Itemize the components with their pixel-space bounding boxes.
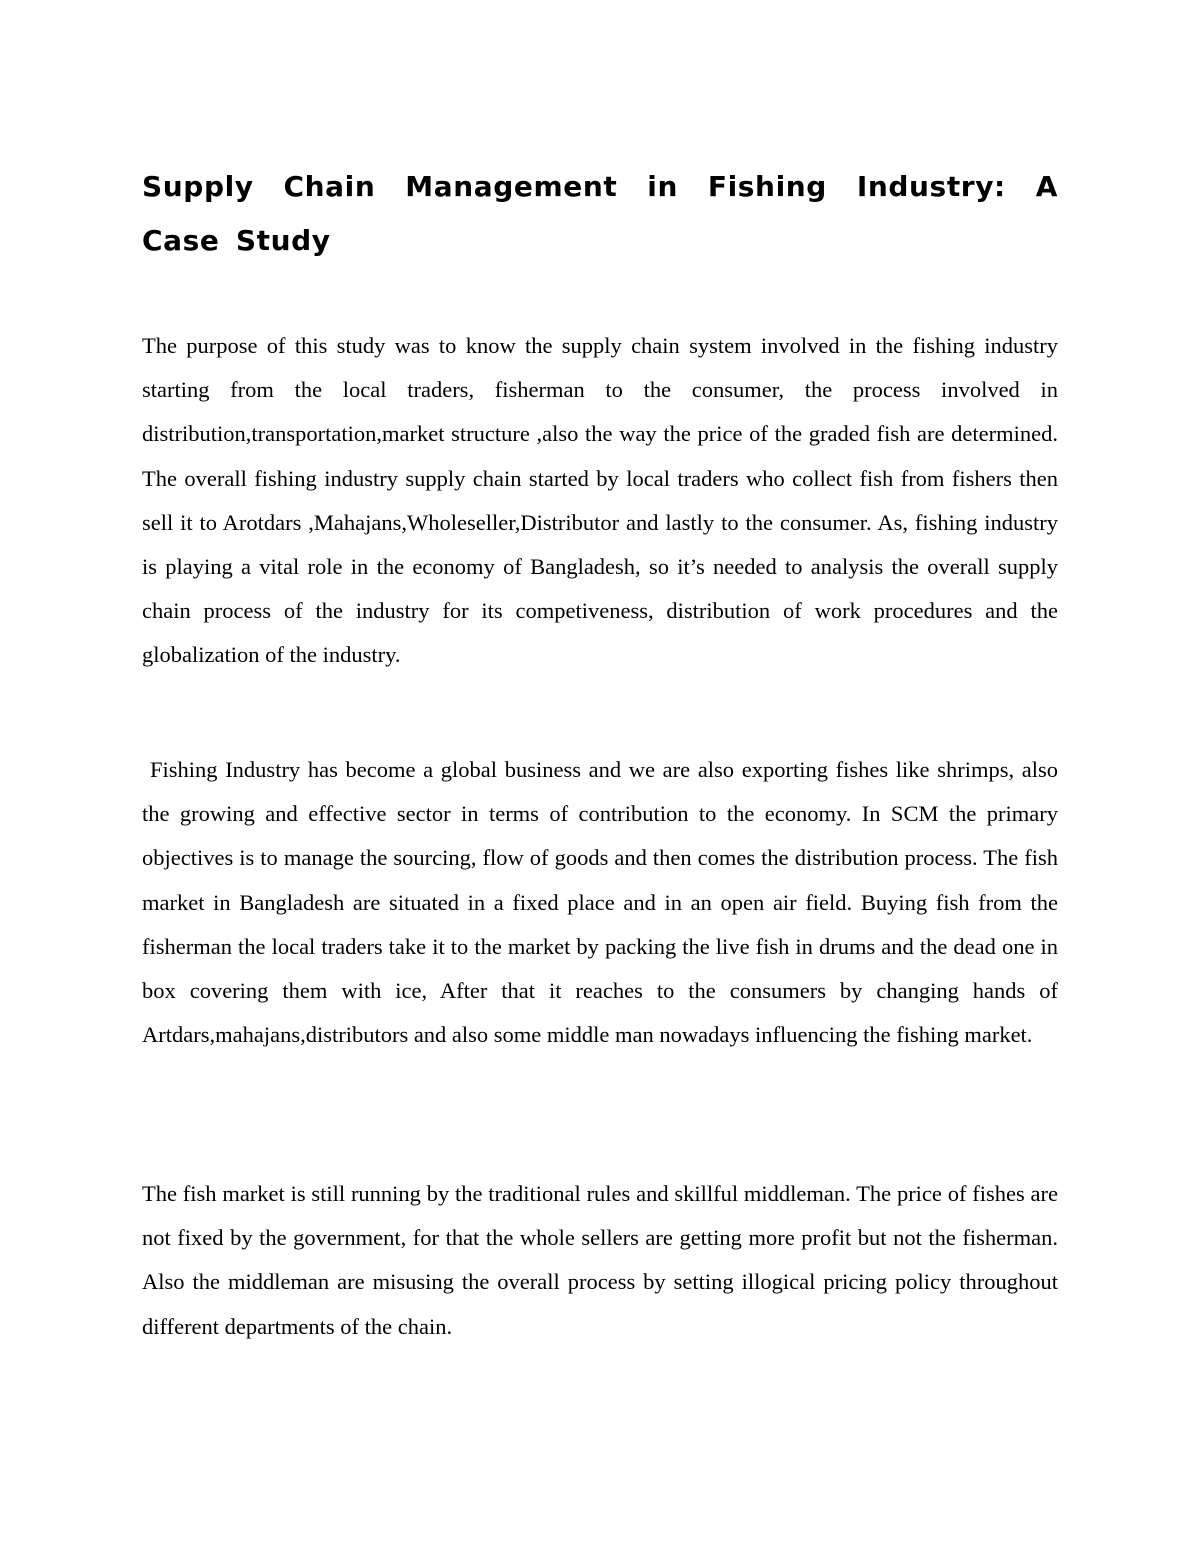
document-title: Supply Chain Management in Fishing Industry: A Case Study [142, 170, 1058, 257]
paragraph-purpose: The purpose of this study was to know the supply chain system involved in the fishing industry starting from the local traders, fisherman to the consumer, the process involved in distribution,transportation,market structure ,also the way the price of the graded fish are determined. The overall fishing industry supply chain started by local traders who collect fish from fishers then sell it to Arotdars ,Mahajans,Wholeseller,Distributor and lastly to the consumer. As, fishing industry is playing a vital role in the economy of Bangladesh, so it’s needed to analysis the overall supply chain process of the industry for its competiveness, distribution of work procedures and the globalization of the industry. [142, 333, 1058, 668]
paragraph-global-business: Fishing Industry has become a global business and we are also exporting fishes like shrimps, also the growing and effective sector in terms of contribution to the economy. In SCM the primary objectives is to manage the sourcing, flow of goods and then comes the distribution process. The fish market in Bangladesh are situated in a fixed place and in an open air field. Buying fish from the fisherman the local traders take it to the market by packing the live fish in drums and the dead one in box covering them with ice, After that it reaches to the consumers by changing hands of Artdars,mahajans,distributors and also some middle man nowadays influencing the fishing market. [142, 757, 1058, 1048]
paragraph-traditional-rules: The fish market is still running by the traditional rules and skillful middleman. The price of fishes are not fixed by the government, for that the whole sellers are getting more profit but not the fisherman. Also the middleman are misusing the overall process by setting illogical pricing policy throughout different departments of the chain. [142, 1181, 1058, 1339]
